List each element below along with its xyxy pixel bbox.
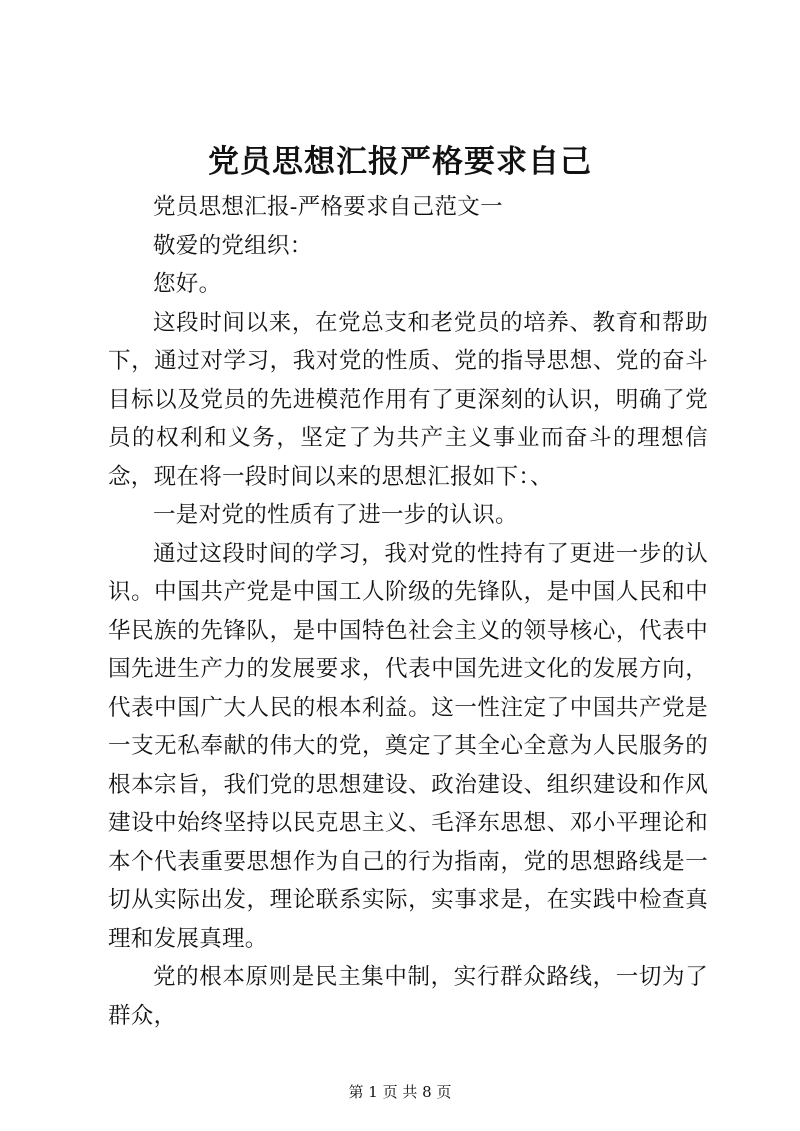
- paragraph-fundamental-principle: 党的根本原则是民主集中制，实行群众路线，一切为了群众，: [108, 964, 708, 1029]
- paragraph-party-nature: 通过这段时间的学习，我对党的性持有了更进一步的认识。中国共产党是中国工人阶级的先锋队，是中国人民和中华民族的先锋队，是中国特色社会主义的领导核心，代表中国先进生产力的发展要求，代表中国先进文化的发展方向，代表中国广大人民的根本利益。这一性注定了中国共产党是一支无私奉献的伟大的党，奠定了其全心全意为人民服务的根本宗旨，我们党的思想建设、政治建设、组织建设和作风建设中始终坚持以民克思主义、毛泽东思想、邓小平理论和本个代表重要思想作为自己的行为指南，党的思想路线是一切从实际出发，理论联系实际，实事求是，在实践中检查真理和发展真理。: [108, 540, 708, 952]
- document-title: 党员思想汇报严格要求自己: [208, 144, 592, 180]
- page-footer: 第 1 页 共 8 页: [348, 1083, 452, 1101]
- paragraph-intro: 这段时间以来，在党总支和老党员的培养、教育和帮助下，通过对学习，我对党的性质、党的指导思想、党的奋斗目标以及党员的先进模范作用有了更深刻的认识，明确了党员的权利和义务，坚定了为共产主义事业而奋斗的理想信念，现在将一段时间以来的思想汇报如下：、: [108, 309, 708, 490]
- paragraph-salutation: 敬爱的党组织：: [153, 232, 313, 259]
- document-body: [108, 188, 708, 1035]
- paragraph-subtitle: 党员思想汇报-严格要求自己范文一: [153, 194, 503, 220]
- paragraph-point-one: 一是对党的性质有了进一步的认识。: [153, 502, 518, 528]
- paragraph-greeting: 您好。: [153, 271, 222, 297]
